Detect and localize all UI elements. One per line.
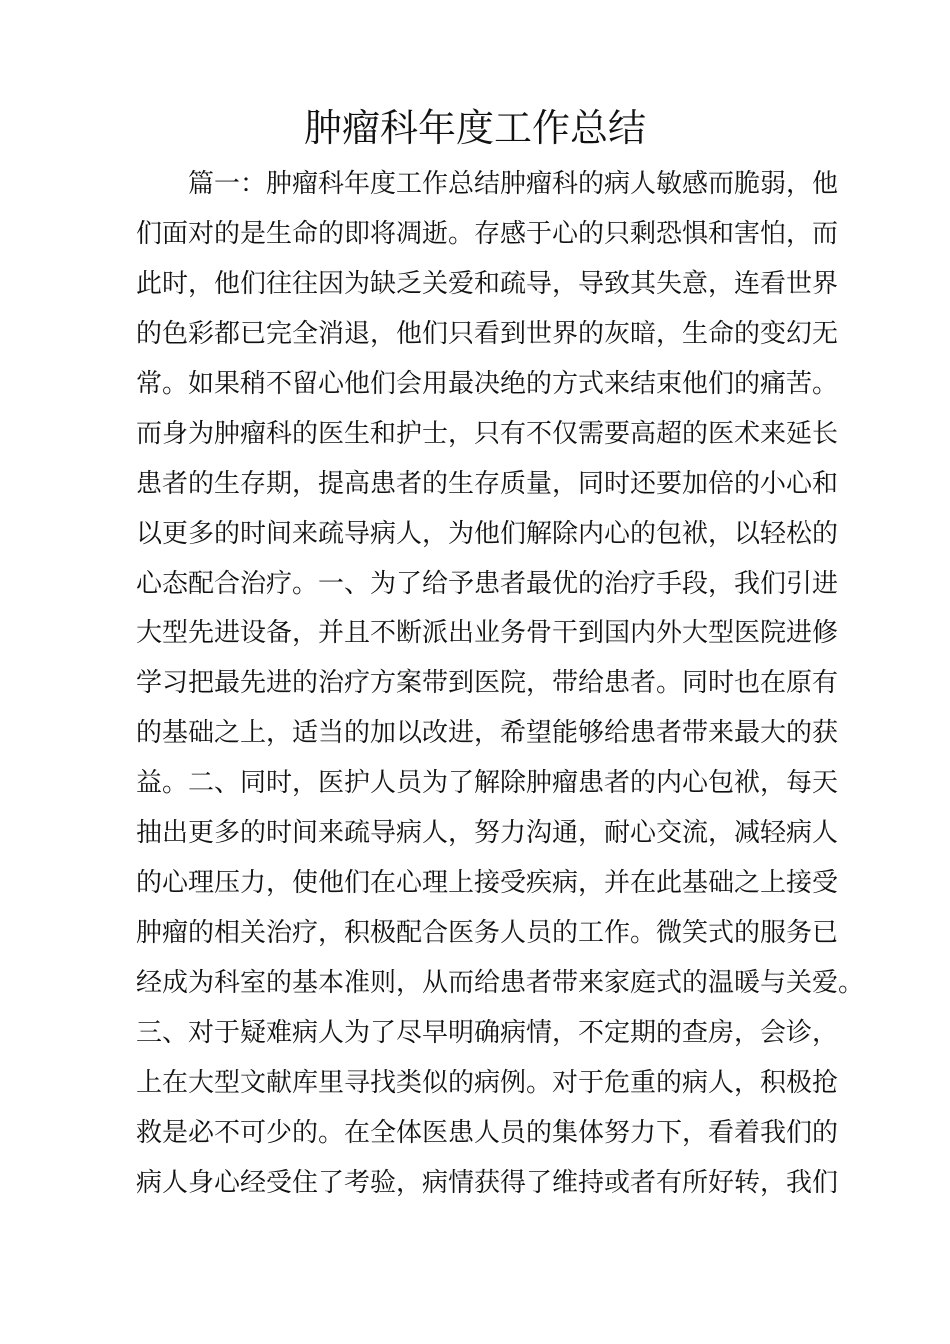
body-line: 的基础之上，适当的加以改进，希望能够给患者带来最大的获 [136, 718, 839, 749]
body-line: 的色彩都已完全消退，他们只看到世界的灰暗，生命的变幻无 [136, 318, 839, 349]
body-line: 肿瘤的相关治疗，积极配合医务人员的工作。微笑式的服务已 [136, 918, 839, 949]
body-line: 三、对于疑难病人为了尽早明确病情，不定期的查房，会诊， [136, 1017, 839, 1048]
body-line: 此时，他们往往因为缺乏关爱和疏导，导致其失意，连看世界 [136, 268, 839, 299]
body-line: 经成为科室的基本准则，从而给患者带来家庭式的温暖与关爱。 [136, 968, 865, 998]
body-line: 患者的生存期，提高患者的生存质量，同时还要加倍的小心和 [136, 468, 839, 499]
body-line: 们面对的是生命的即将凋逝。存感于心的只剩恐惧和害怕，而 [136, 218, 839, 249]
body-line: 益。二、同时，医护人员为了解除肿瘤患者的内心包袱，每天 [136, 768, 839, 799]
body-line: 抽出更多的时间来疏导病人，努力沟通，耐心交流，减轻病人 [136, 818, 839, 849]
body-line: 上在大型文献库里寻找类似的病例。对于危重的病人，积极抢 [136, 1067, 839, 1098]
body-line: 而身为肿瘤科的医生和护士，只有不仅需要高超的医术来延长 [136, 418, 839, 449]
body-line: 病人身心经受住了考验，病情获得了维持或者有所好转，我们 [136, 1167, 839, 1198]
body-line: 的心理压力，使他们在心理上接受疾病，并在此基础之上接受 [136, 868, 839, 899]
document-title: 肿瘤科年度工作总结 [303, 106, 646, 150]
body-line: 以更多的时间来疏导病人，为他们解除内心的包袱，以轻松的 [136, 518, 839, 549]
body-line: 常。如果稍不留心他们会用最决绝的方式来结束他们的痛苦。 [136, 368, 839, 399]
body-line: 心态配合治疗。一、为了给予患者最优的治疗手段，我们引进 [136, 568, 839, 599]
body-line: 大型先进设备，并且不断派出业务骨干到国内外大型医院进修 [136, 618, 839, 649]
body-line: 篇一：肿瘤科年度工作总结肿瘤科的病人敏感而脆弱，他 [188, 169, 839, 199]
body-line: 学习把最先进的治疗方案带到医院，带给患者。同时也在原有 [136, 668, 839, 699]
body-line: 救是必不可少的。在全体医患人员的集体努力下，看着我们的 [136, 1117, 839, 1148]
document-body [136, 160, 865, 1209]
